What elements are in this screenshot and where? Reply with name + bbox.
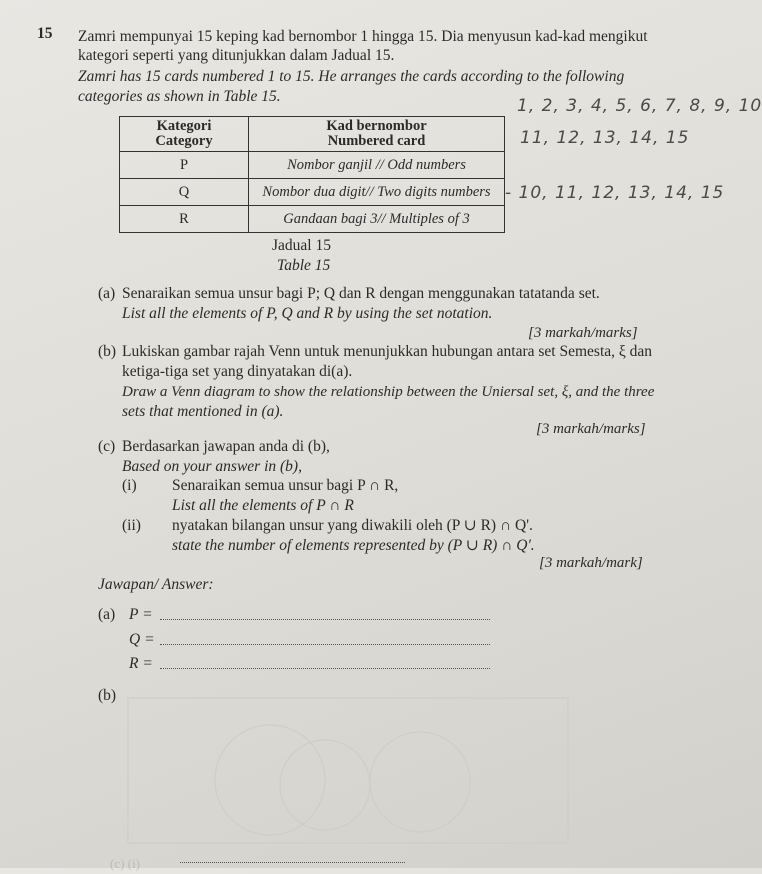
header-card-en: Numbered card bbox=[327, 133, 426, 149]
venn-universal-rect bbox=[128, 698, 568, 843]
table-header-card bbox=[249, 117, 505, 152]
part-b-en-2: sets that mentioned in (a). bbox=[122, 403, 284, 420]
part-b-label: (b) bbox=[98, 343, 117, 360]
handwriting-line-1: 1, 2, 3, 4, 5, 6, 7, 8, 9, 10 bbox=[517, 96, 762, 116]
header-category-en: Category bbox=[155, 133, 213, 149]
question-stem-ms-2: kategori seperti yang ditunjukkan dalam Jadual 15. bbox=[78, 47, 395, 64]
answer-r-input[interactable] bbox=[160, 668, 490, 669]
part-c-label: (c) bbox=[98, 438, 116, 455]
part-c-ii-en: state the number of elements represented by (P ∪ R) ∩ Q'. bbox=[172, 537, 535, 554]
answer-c-label: (c) (i) bbox=[110, 856, 140, 871]
row-card: Nombor ganjil // Odd numbers bbox=[249, 152, 505, 179]
part-a-en: List all the elements of P, Q and R by using the set notation. bbox=[122, 305, 493, 322]
answer-q-label: Q = bbox=[129, 631, 155, 648]
handwriting-line-3: - 10, 11, 12, 13, 14, 15 bbox=[505, 183, 725, 203]
answer-heading: Jawapan/ Answer: bbox=[98, 576, 214, 593]
venn-circle-p bbox=[215, 725, 325, 835]
part-c-i-en: List all the elements of P ∩ R bbox=[172, 497, 354, 514]
question-stem-ms-1: Zamri mempunyai 15 keping kad bernombor 1 hingga 15. Dia menyusun kad-kad mengikut bbox=[78, 28, 648, 45]
row-category: P bbox=[120, 152, 249, 179]
table-header-category bbox=[120, 117, 249, 152]
part-c-marks: [3 markah/mark] bbox=[539, 555, 643, 571]
part-b-ms-1: Lukiskan gambar rajah Venn untuk menunjukkan hubungan antara set Semesta, ξ dan bbox=[122, 343, 653, 360]
category-table bbox=[119, 116, 505, 233]
row-card: Nombor dua digit// Two digits numbers bbox=[249, 179, 505, 206]
answer-p-label: P = bbox=[129, 606, 153, 623]
part-a-ms: Senaraikan semua unsur bagi P; Q dan R dengan menggunakan tatatanda set. bbox=[122, 285, 600, 302]
part-c-ii-ms: nyatakan bilangan unsur yang diwakili oleh (P ∪ R) ∩ Q'. bbox=[172, 517, 533, 534]
table-caption-ms: Jadual 15 bbox=[272, 237, 331, 254]
header-category-ms: Kategori bbox=[156, 118, 212, 134]
part-c-ms: Berdasarkan jawapan anda di (b), bbox=[122, 438, 330, 455]
row-category: Q bbox=[120, 179, 249, 206]
row-category: R bbox=[120, 206, 249, 233]
venn-diagram-ghost bbox=[120, 690, 590, 850]
table-row bbox=[120, 152, 505, 179]
answer-b-label: (b) bbox=[98, 687, 117, 704]
question-number: 15 bbox=[37, 25, 53, 42]
part-c-i-label: (i) bbox=[122, 477, 137, 494]
answer-c-i-input[interactable] bbox=[180, 862, 405, 863]
answer-a-label: (a) bbox=[98, 606, 116, 623]
question-stem-en-2: categories as shown in Table 15. bbox=[78, 88, 281, 105]
part-a-marks: [3 markah/marks] bbox=[528, 325, 638, 341]
handwriting-line-2: 11, 12, 13, 14, 15 bbox=[520, 128, 690, 148]
part-b-ms-2: ketiga-tiga set yang dinyatakan di(a). bbox=[122, 363, 353, 380]
row-card: Gandaan bagi 3// Multiples of 3 bbox=[249, 206, 505, 233]
header-card-ms: Kad bernombor bbox=[326, 118, 427, 134]
answer-q-input[interactable] bbox=[160, 644, 490, 645]
part-a-label: (a) bbox=[98, 285, 116, 302]
part-c-en: Based on your answer in (b), bbox=[122, 458, 302, 475]
table-caption-en: Table 15 bbox=[277, 257, 331, 274]
table-row bbox=[120, 206, 505, 233]
answer-p-input[interactable] bbox=[160, 619, 490, 620]
part-c-ii-label: (ii) bbox=[122, 517, 141, 534]
venn-circle-q bbox=[370, 732, 470, 832]
answer-r-label: R = bbox=[129, 655, 153, 672]
question-stem-en-1: Zamri has 15 cards numbered 1 to 15. He arranges the cards according to the following bbox=[78, 68, 625, 85]
part-b-en-1: Draw a Venn diagram to show the relationship between the Uniersal set, ξ, and the three bbox=[122, 384, 655, 400]
table-row bbox=[120, 179, 505, 206]
part-b-marks: [3 markah/marks] bbox=[536, 421, 646, 437]
part-c-i-ms: Senaraikan semua unsur bagi P ∩ R, bbox=[172, 477, 399, 494]
